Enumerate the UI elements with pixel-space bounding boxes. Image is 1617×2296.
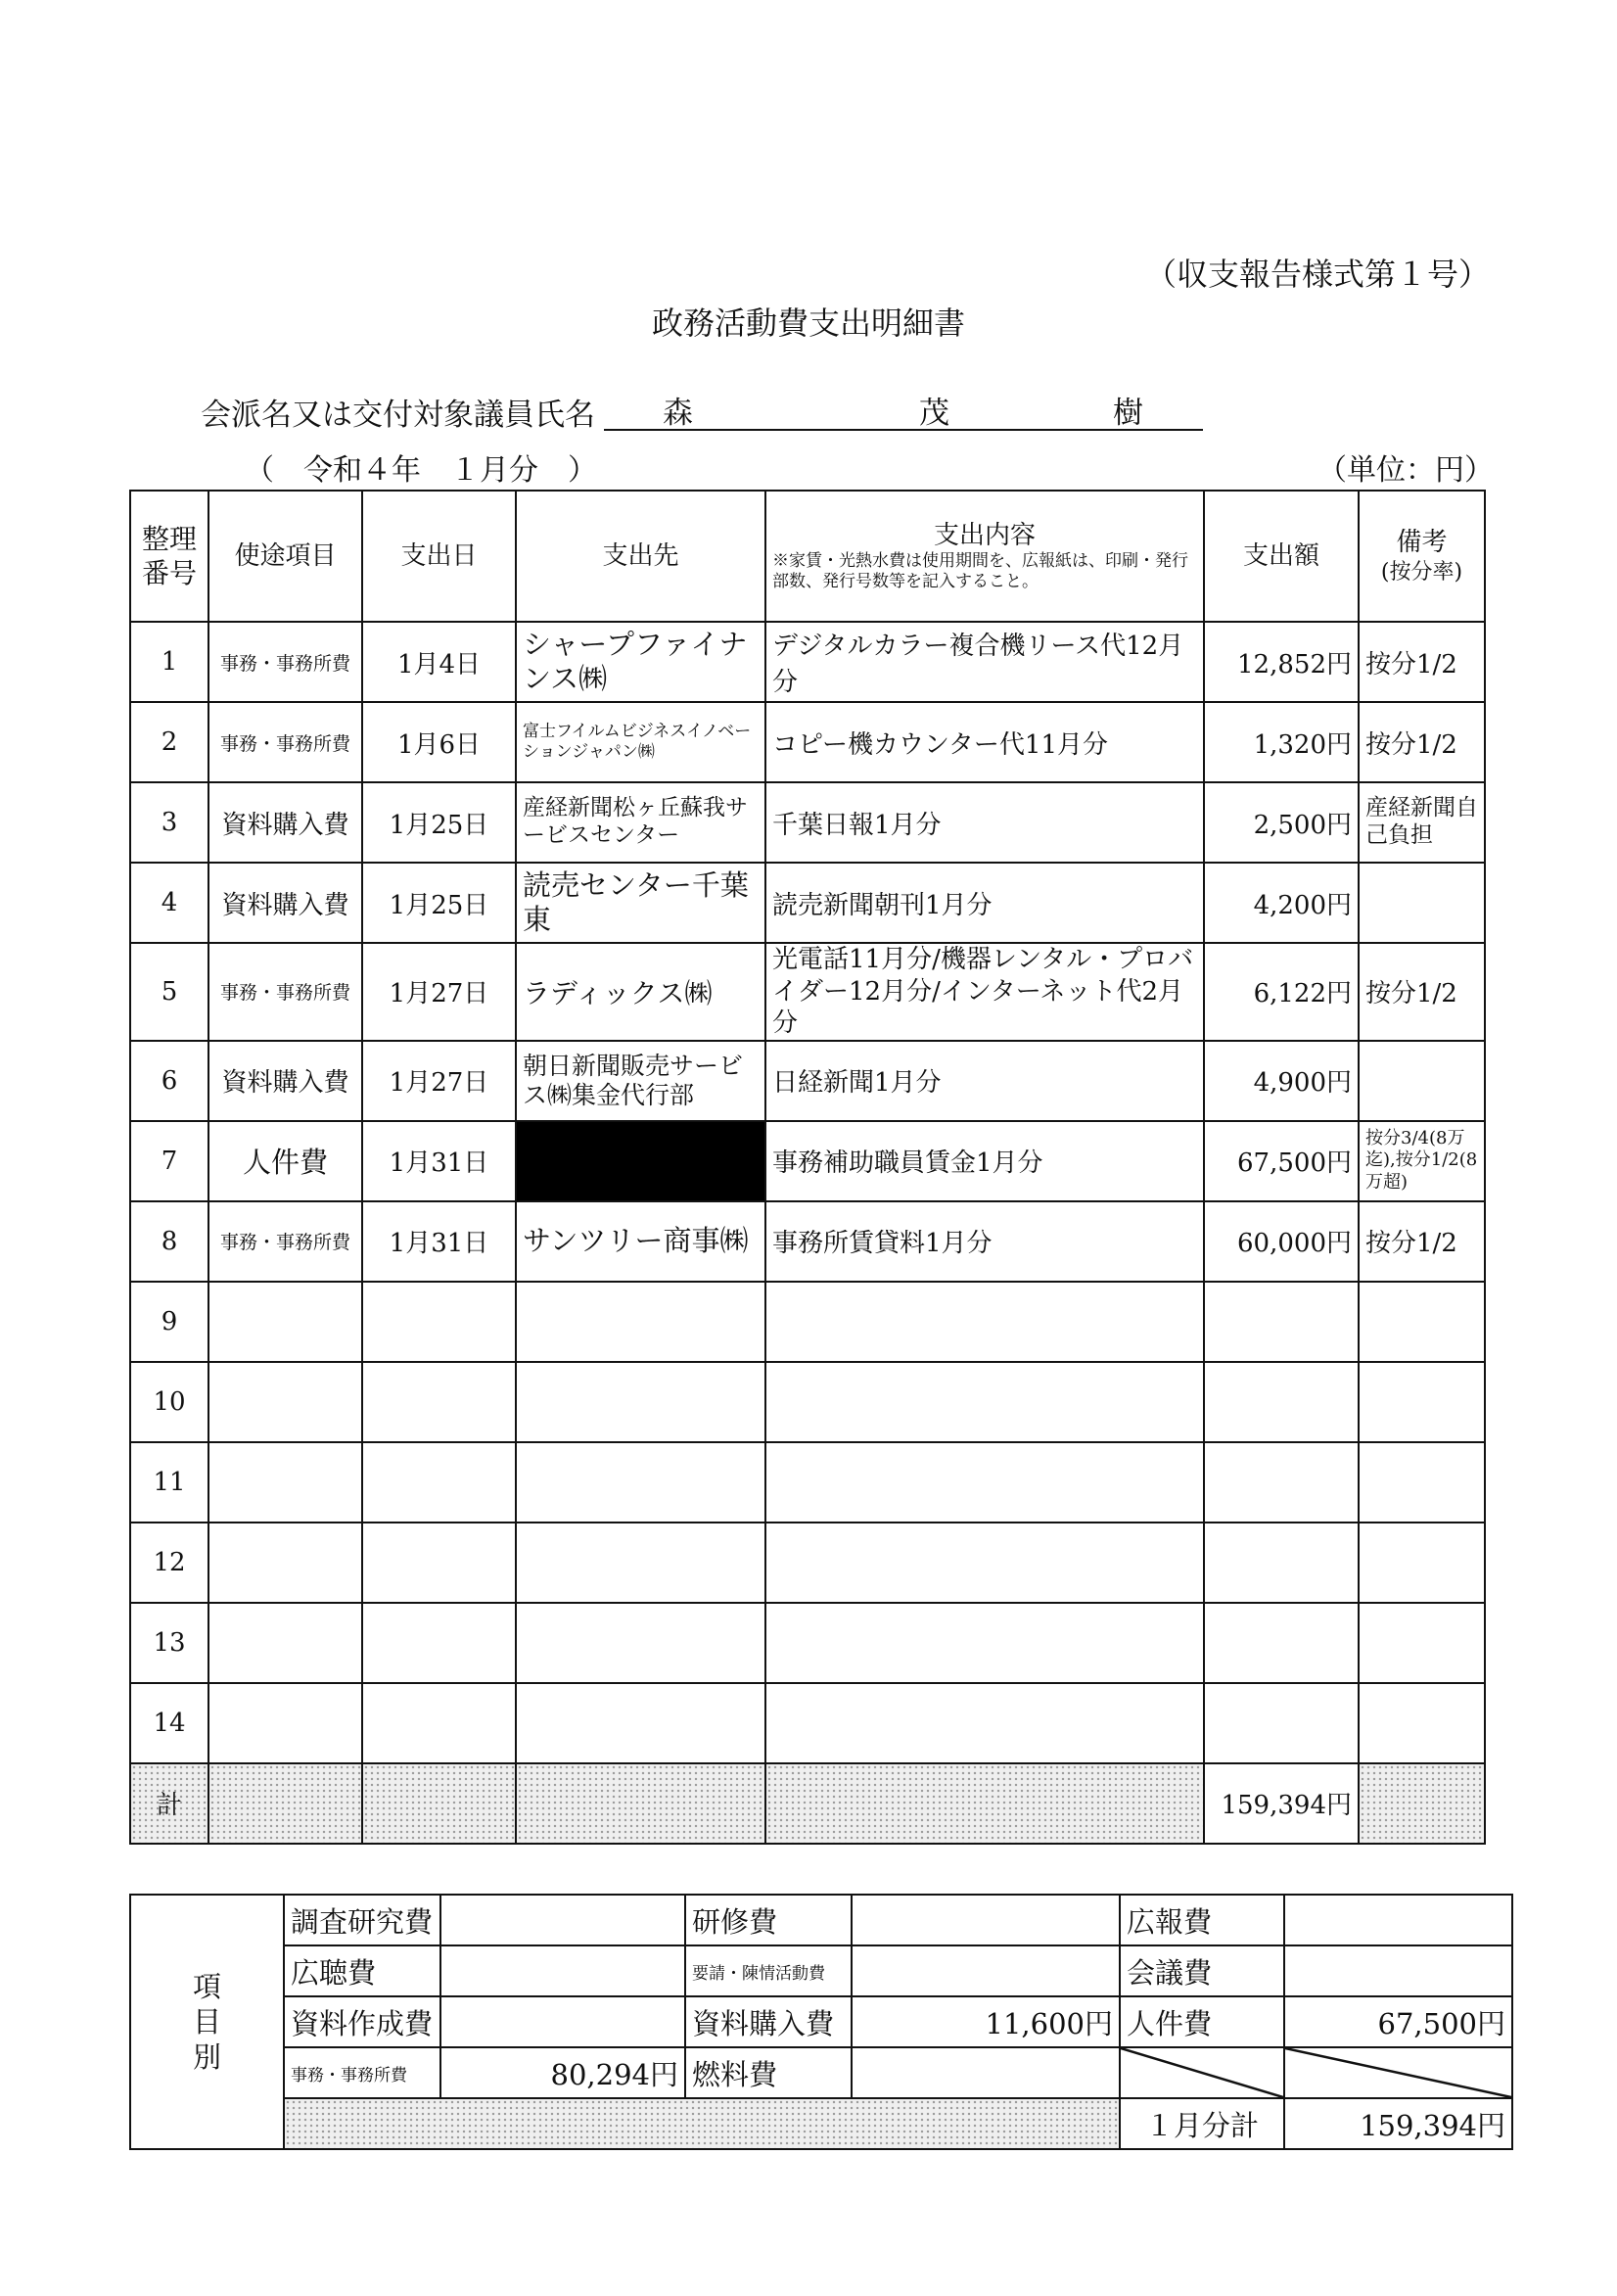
row-no: 10 xyxy=(130,1362,208,1442)
item-category-side-label xyxy=(130,1895,284,2149)
diagonal-blank-cell xyxy=(1120,2047,1284,2098)
row-content: コピー機カウンター代11月分 xyxy=(765,702,1204,782)
diagonal-blank-cell xyxy=(1284,2047,1512,2098)
row-date: 1月25日 xyxy=(362,863,516,943)
side-label-3: 別 xyxy=(192,2040,221,2075)
month-total-label: １月分計 xyxy=(1120,2098,1284,2149)
unit-label: （単位：円） xyxy=(1317,453,1494,488)
row-payee: 富士フイルムビジネスイノベーションジャパン㈱ xyxy=(516,702,765,782)
row-remarks xyxy=(1359,863,1485,943)
row-no: 9 xyxy=(130,1282,208,1362)
header-payee: 支出先 xyxy=(516,491,765,622)
total-row xyxy=(130,1763,1485,1844)
row-category: 資料購入費 xyxy=(208,1041,362,1121)
name-char-3: 樹 xyxy=(1113,396,1143,431)
table-row-empty xyxy=(130,1523,1485,1603)
row-no: 13 xyxy=(130,1603,208,1683)
row-date: 1月4日 xyxy=(362,622,516,702)
row-no: 3 xyxy=(130,782,208,863)
row-amount: 4,900円 xyxy=(1204,1041,1359,1121)
row-no: 7 xyxy=(130,1121,208,1201)
item-label: 調査研究費 xyxy=(284,1895,440,1945)
item-label: 資料作成費 xyxy=(284,1996,440,2047)
header-amount: 支出額 xyxy=(1204,491,1359,622)
table-row xyxy=(130,1041,1485,1121)
row-content: 事務補助職員賃金1月分 xyxy=(765,1121,1204,1201)
table-row-empty xyxy=(130,1603,1485,1683)
table-row-empty xyxy=(130,1362,1485,1442)
row-no: 6 xyxy=(130,1041,208,1121)
row-category: 資料購入費 xyxy=(208,863,362,943)
form-number: （収支報告様式第１号） xyxy=(1144,256,1490,293)
row-content: 光電話11月分/機器レンタル・プロバイダー12月分/インターネット代2月分 xyxy=(765,943,1204,1041)
row-no: 2 xyxy=(130,702,208,782)
row-no: 11 xyxy=(130,1442,208,1523)
item-amount: 67,500円 xyxy=(1284,1996,1512,2047)
row-no: 12 xyxy=(130,1523,208,1603)
redacted-payee xyxy=(516,1121,765,1201)
side-label-1: 項 xyxy=(192,1969,221,2003)
row-amount: 60,000円 xyxy=(1204,1201,1359,1282)
summary-row xyxy=(130,2047,1512,2098)
row-remarks: 按分1/2 xyxy=(1359,702,1485,782)
item-label: 会議費 xyxy=(1120,1945,1284,1996)
row-amount: 67,500円 xyxy=(1204,1121,1359,1201)
row-no: 1 xyxy=(130,622,208,702)
row-category: 資料購入費 xyxy=(208,782,362,863)
category-summary-table xyxy=(129,1894,1513,2150)
row-amount: 1,320円 xyxy=(1204,702,1359,782)
item-label: 要請・陳情活動費 xyxy=(685,1945,852,1996)
row-amount: 4,200円 xyxy=(1204,863,1359,943)
row-no: 5 xyxy=(130,943,208,1041)
table-header-row xyxy=(130,491,1485,622)
item-amount: 80,294円 xyxy=(440,2047,685,2098)
row-remarks: 按分1/2 xyxy=(1359,622,1485,702)
row-remarks: 按分3/4(8万迄),按分1/2(8万超) xyxy=(1359,1121,1485,1201)
row-date: 1月27日 xyxy=(362,943,516,1041)
row-category: 事務・事務所費 xyxy=(208,1201,362,1282)
total-amount: 159,394円 xyxy=(1204,1763,1359,1844)
row-payee: 産経新聞松ヶ丘蘇我サービスセンター xyxy=(516,782,765,863)
item-label: 燃料費 xyxy=(685,2047,852,2098)
row-content: 読売新聞朝刊1月分 xyxy=(765,863,1204,943)
document-title: 政務活動費支出明細書 xyxy=(651,305,965,342)
summary-row xyxy=(130,1895,1512,1945)
row-remarks: 按分1/2 xyxy=(1359,1201,1485,1282)
expense-table xyxy=(129,490,1486,1845)
item-amount: 11,600円 xyxy=(852,1996,1120,2047)
header-remarks-sub: (按分率) xyxy=(1380,559,1463,585)
side-label-2: 目 xyxy=(192,2004,221,2038)
item-label: 人件費 xyxy=(1120,1996,1284,2047)
header-content-title: 支出内容 xyxy=(933,520,1036,550)
row-content: 千葉日報1月分 xyxy=(765,782,1204,863)
name-char-1: 森 xyxy=(663,396,693,431)
shaded-blank xyxy=(284,2098,1120,2149)
row-payee: サンツリー商事㈱ xyxy=(516,1201,765,1282)
table-row-empty xyxy=(130,1282,1485,1362)
table-row-empty xyxy=(130,1683,1485,1763)
item-label: 研修費 xyxy=(685,1895,852,1945)
row-payee: シャープファイナンス㈱ xyxy=(516,622,765,702)
header-content-note: ※家賃・光熱水費は使用期間を、広報紙は、印刷・発行部数、発行号数等を記入すること。 xyxy=(772,551,1188,592)
row-content: デジタルカラー複合機リース代12月分 xyxy=(765,622,1204,702)
header-remarks-title: 備考 xyxy=(1396,528,1448,557)
table-row xyxy=(130,782,1485,863)
table-row xyxy=(130,863,1485,943)
table-row xyxy=(130,1121,1485,1201)
row-date: 1月31日 xyxy=(362,1121,516,1201)
item-label: 広聴費 xyxy=(284,1945,440,1996)
period: （ 令和４年 １月分 ） xyxy=(245,453,597,488)
row-amount: 6,122円 xyxy=(1204,943,1359,1041)
table-row-empty xyxy=(130,1442,1485,1523)
row-amount: 12,852円 xyxy=(1204,622,1359,702)
row-no: 8 xyxy=(130,1201,208,1282)
item-label: 事務・事務所費 xyxy=(284,2047,440,2098)
row-category: 事務・事務所費 xyxy=(208,943,362,1041)
item-label: 資料購入費 xyxy=(685,1996,852,2047)
row-remarks: 産経新聞自己負担 xyxy=(1359,782,1485,863)
summary-row xyxy=(130,1996,1512,2047)
table-row xyxy=(130,1201,1485,1282)
row-date: 1月27日 xyxy=(362,1041,516,1121)
row-remarks: 按分1/2 xyxy=(1359,943,1485,1041)
row-no: 4 xyxy=(130,863,208,943)
member-name-field xyxy=(604,390,1203,431)
row-amount: 2,500円 xyxy=(1204,782,1359,863)
row-date: 1月25日 xyxy=(362,782,516,863)
table-row xyxy=(130,943,1485,1041)
row-remarks xyxy=(1359,1041,1485,1121)
row-payee: 読売センター千葉東 xyxy=(516,863,765,943)
header-remarks xyxy=(1359,491,1485,622)
name-label: 会派名又は交付対象議員氏名 xyxy=(201,398,595,433)
header-content xyxy=(765,491,1204,622)
table-row xyxy=(130,702,1485,782)
row-category: 人件費 xyxy=(208,1121,362,1201)
row-date: 1月31日 xyxy=(362,1201,516,1282)
row-category: 事務・事務所費 xyxy=(208,702,362,782)
row-payee: ラディックス㈱ xyxy=(516,943,765,1041)
summary-row xyxy=(130,1945,1512,1996)
header-date: 支出日 xyxy=(362,491,516,622)
row-content: 日経新聞1月分 xyxy=(765,1041,1204,1121)
row-payee: 朝日新聞販売サービス㈱集金代行部 xyxy=(516,1041,765,1121)
month-total-amount: 159,394円 xyxy=(1284,2098,1512,2149)
row-no: 14 xyxy=(130,1683,208,1763)
row-date: 1月6日 xyxy=(362,702,516,782)
row-content: 事務所賃貸料1月分 xyxy=(765,1201,1204,1282)
header-no: 整理番号 xyxy=(130,491,208,622)
table-row xyxy=(130,622,1485,702)
item-label: 広報費 xyxy=(1120,1895,1284,1945)
name-char-2: 茂 xyxy=(919,396,949,431)
total-label: 計 xyxy=(130,1763,208,1844)
header-category: 使途項目 xyxy=(208,491,362,622)
summary-total-row xyxy=(130,2098,1512,2149)
row-category: 事務・事務所費 xyxy=(208,622,362,702)
